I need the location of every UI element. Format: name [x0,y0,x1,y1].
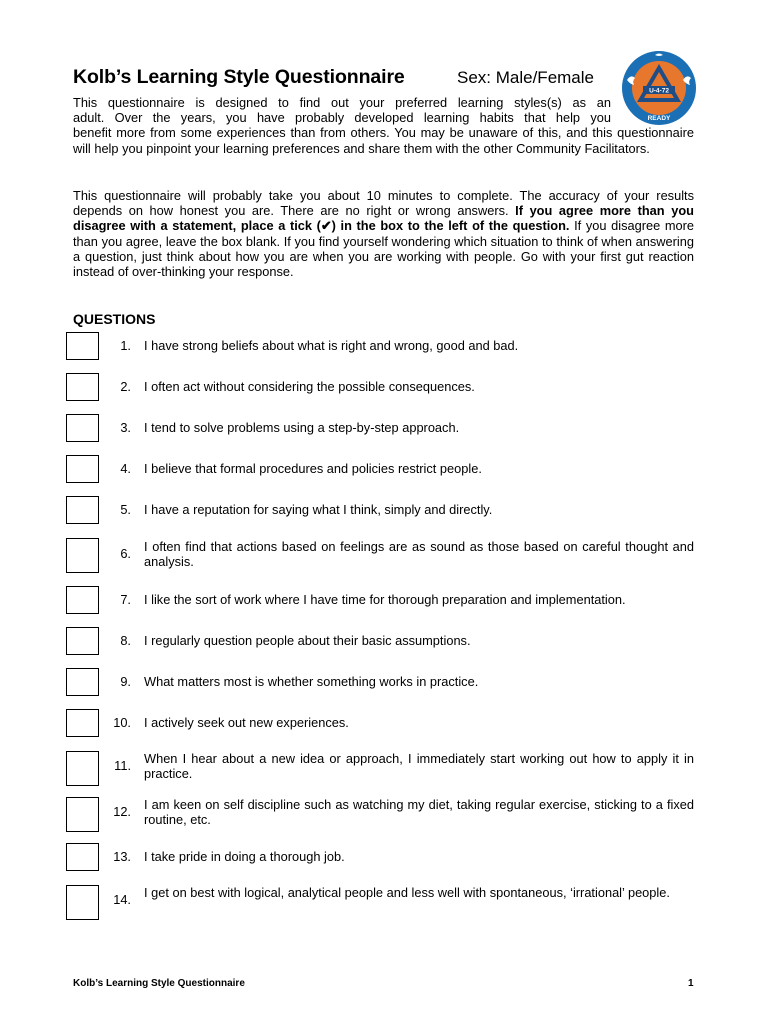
intro-paragraph-1 [73,95,694,156]
question-checkbox[interactable] [66,538,99,573]
question-number: 8. [120,633,131,648]
logo-ready-text: READY [647,115,671,122]
question-number: 10. [113,715,131,730]
page-title: Kolb’s Learning Style Questionnaire [73,66,405,88]
question-checkbox[interactable] [66,373,99,401]
question-number: 4. [120,461,131,476]
question-number: 2. [120,379,131,394]
question-checkbox[interactable] [66,843,99,871]
question-checkbox[interactable] [66,414,99,442]
footer-title: Kolb’s Learning Style Questionnaire [73,978,245,989]
question-number: 3. [120,420,131,435]
question-text: What matters most is whether something works in practice. [144,674,479,689]
page-number: 1 [688,978,694,989]
intro-paragraph-2 [73,188,694,279]
question-text: I am keen on self discipline such as watching my diet, taking regular exercise, sticking to a fixed routine, etc. [144,797,694,828]
question-text: I have a reputation for saying what I think, simply and directly. [144,502,493,517]
question-number: 13. [113,849,131,864]
question-checkbox[interactable] [66,797,99,832]
question-number: 12. [113,804,131,819]
intro-instructions-end: If you disagree more than you agree, leave the box blank. If you find yourself wondering which situation to think of when answering a question, just think about how you are when you are working with people. Go with your first gut reaction instead of over-thinking your response. [73,218,694,280]
question-checkbox[interactable] [66,586,99,614]
question-checkbox[interactable] [66,709,99,737]
question-checkbox[interactable] [66,496,99,524]
question-number: 7. [120,592,131,607]
logo-badge-text: U-4-72 [649,87,669,95]
question-number: 11. [114,758,131,773]
question-checkbox[interactable] [66,627,99,655]
question-text: I regularly question people about their basic assumptions. [144,633,471,648]
questions-heading: QUESTIONS [73,311,156,327]
question-checkbox[interactable] [66,885,99,920]
question-text: I like the sort of work where I have time for thorough preparation and implementation. [144,592,626,607]
question-number: 14. [113,892,131,907]
intro-line-1: This questionnaire is designed to find out your preferred learning styles(s) as an [73,95,611,110]
question-number: 5. [120,502,131,517]
question-text: I actively seek out new experiences. [144,715,349,730]
sex-field-label: Sex: Male/Female [457,68,594,87]
question-number: 1. [120,338,131,353]
question-text: I believe that formal procedures and policies restrict people. [144,461,482,476]
intro-instructions-start: This questionnaire will probably take you about 10 minutes to complete. The accuracy of your results depends on how honest you are. There are no right or wrong answers. [73,188,694,219]
question-checkbox[interactable] [66,668,99,696]
question-text: I take pride in doing a thorough job. [144,849,345,864]
question-text: When I hear about a new idea or approach, I immediately start working out how to apply it in practice. [144,751,694,782]
question-text: I have strong beliefs about what is right and wrong, good and bad. [144,338,519,353]
question-text: I often find that actions based on feelings are as sound as those based on careful thought and analysis. [144,539,694,570]
question-checkbox[interactable] [66,332,99,360]
question-number: 9. [120,674,131,689]
question-text: I get on best with logical, analytical people and less well with spontaneous, ‘irrational’ people. [144,885,670,900]
intro-rest: benefit more from some experiences than from others. You may be unaware of this, and this questionnaire will help you pinpoint your learning preferences and share them with the other Community Facilitators. [73,125,694,156]
question-checkbox[interactable] [66,455,99,483]
intro-line-2: adult. Over the years, you have probably developed learning habits that help you [73,110,611,126]
question-checkbox[interactable] [66,751,99,786]
question-text: I often act without considering the possible consequences. [144,379,475,394]
intro-instructions-bold: If you agree more than you disagree with a statement, place a tick (✔) in the box to the left of the question. [73,203,694,234]
question-number: 6. [120,546,131,561]
question-text: I tend to solve problems using a step-by-step approach. [144,420,460,435]
